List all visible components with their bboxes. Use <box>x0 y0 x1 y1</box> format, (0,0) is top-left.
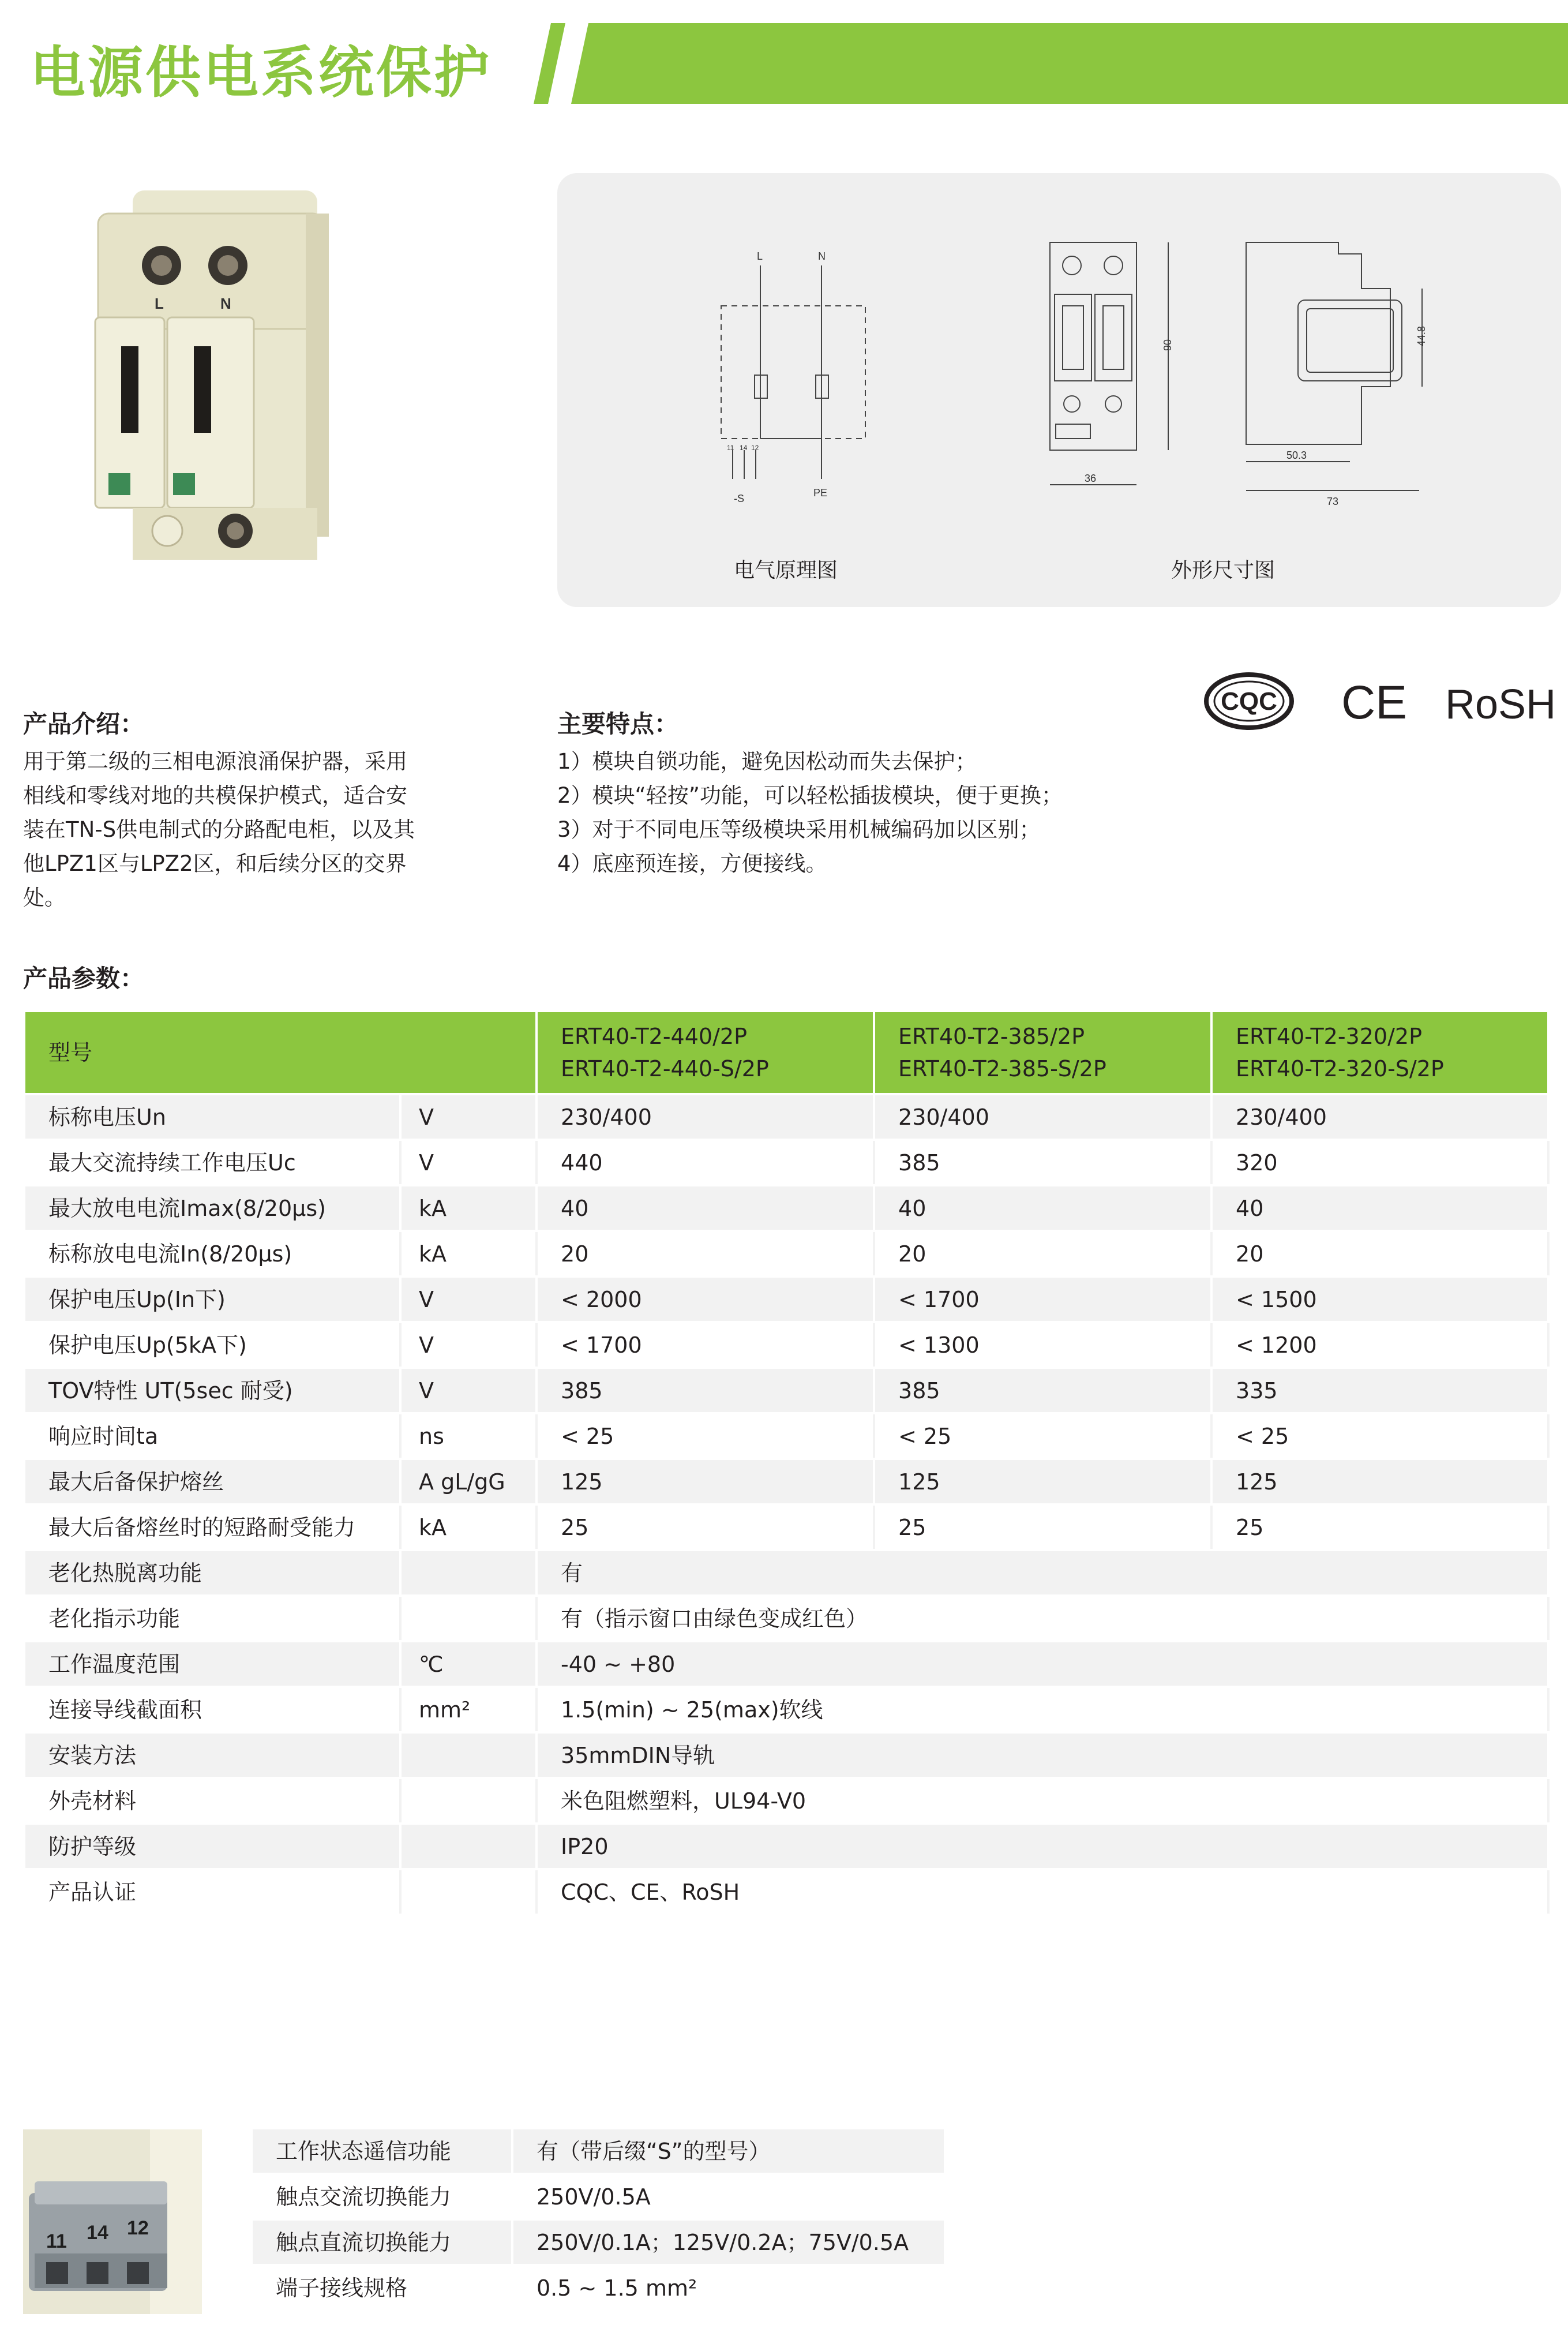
90-label: 90 <box>1162 339 1173 351</box>
param-name: 保护电压Up(5kA下) <box>25 1322 400 1368</box>
param-name: 最大放电电流Imax(8/20μs) <box>25 1185 400 1231</box>
12-label: 12 <box>751 444 759 452</box>
feature-item: 2）模块“轻按”功能，可以轻松插拔模块，便于更换； <box>557 783 1063 808</box>
param-value: 有（指示窗口由绿色变成红色） <box>537 1596 1548 1641</box>
intro-line: 相线和零线对地的共模保护模式，适合安 <box>23 783 407 808</box>
params-header-row <box>25 1012 1548 1094</box>
param-name: 产品认证 <box>25 1869 400 1915</box>
param-name: 标称电压Un <box>25 1094 400 1140</box>
param-unit: V <box>400 1094 537 1140</box>
param-row <box>25 1550 1548 1596</box>
terminal-block-photo <box>23 2129 202 2314</box>
signal-value: 250V/0.5A <box>512 2174 945 2219</box>
param-name: 外壳材料 <box>25 1778 400 1824</box>
certification-logos <box>1203 667 1561 736</box>
model-name: ERT40-T2-320/2P <box>1236 1024 1422 1049</box>
feature-item: 1）模块自锁功能，避免因松动而失去保护； <box>557 749 977 774</box>
11-label: 11 <box>46 2230 67 2252</box>
param-row <box>25 1368 1548 1413</box>
param-row <box>25 1641 1548 1687</box>
param-value: 1.5(min) ~ 25(max)软线 <box>537 1687 1548 1732</box>
param-value: < 1300 <box>874 1322 1211 1368</box>
param-row <box>25 1778 1548 1824</box>
dimension-diagram-caption: 外形尺寸图 <box>1171 559 1276 582</box>
param-value: 40 <box>874 1185 1211 1231</box>
feature-item: 3）对于不同电压等级模块采用机械编码加以区别； <box>557 817 1041 842</box>
73-label: 73 <box>1327 496 1339 507</box>
intro-text <box>23 744 479 915</box>
param-value: IP20 <box>537 1824 1548 1869</box>
param-unit: kA <box>400 1231 537 1276</box>
param-value: 230/400 <box>874 1094 1211 1140</box>
param-value: 20 <box>537 1231 874 1276</box>
50-label: 50.3 <box>1286 450 1307 461</box>
param-row <box>25 1276 1548 1322</box>
param-value: 385 <box>874 1140 1211 1185</box>
param-value: 40 <box>537 1185 874 1231</box>
param-row <box>25 1732 1548 1778</box>
param-row <box>25 1413 1548 1459</box>
model-name: ERT40-T2-320-S/2P <box>1236 1056 1444 1081</box>
model-header-2 <box>874 1012 1211 1094</box>
cqc-label: CQC <box>1221 687 1277 716</box>
param-value: 385 <box>874 1368 1211 1413</box>
param-unit <box>400 1778 537 1824</box>
terminal-n-label: N <box>220 295 231 312</box>
model-name: ERT40-T2-385-S/2P <box>898 1056 1106 1081</box>
dimension-drawing <box>1027 231 1431 514</box>
param-row <box>25 1824 1548 1869</box>
n-label: N <box>818 250 826 262</box>
param-value: 125 <box>874 1459 1211 1504</box>
param-value: 40 <box>1211 1185 1548 1231</box>
param-unit <box>400 1596 537 1641</box>
param-value: 20 <box>874 1231 1211 1276</box>
signal-row <box>253 2129 945 2174</box>
model-name: ERT40-T2-440-S/2P <box>561 1056 769 1081</box>
features-list <box>557 744 1063 881</box>
param-value: 320 <box>1211 1140 1548 1185</box>
param-unit: V <box>400 1322 537 1368</box>
signal-row <box>253 2219 945 2265</box>
param-value: 25 <box>874 1504 1211 1550</box>
param-value: 385 <box>537 1368 874 1413</box>
electrical-diagram-caption: 电气原理图 <box>734 559 838 582</box>
params-table <box>25 1012 1550 1916</box>
param-value: 335 <box>1211 1368 1548 1413</box>
model-header-label: 型号 <box>25 1012 537 1094</box>
features-heading: 主要特点： <box>557 710 679 738</box>
intro-line: 处。 <box>23 885 66 910</box>
param-value: 25 <box>537 1504 874 1550</box>
14-label: 14 <box>87 2222 108 2244</box>
signal-value: 250V/0.1A；125V/0.2A；75V/0.5A <box>512 2219 945 2265</box>
12-label: 12 <box>127 2217 149 2239</box>
param-name: 最大后备熔丝时的短路耐受能力 <box>25 1504 400 1550</box>
param-value: 125 <box>537 1459 874 1504</box>
param-unit <box>400 1824 537 1869</box>
feature-item: 4）底座预连接，方便接线。 <box>557 851 827 876</box>
param-value: 230/400 <box>1211 1094 1548 1140</box>
param-name: 工作温度范围 <box>25 1641 400 1687</box>
param-unit <box>400 1550 537 1596</box>
param-unit: V <box>400 1368 537 1413</box>
param-row <box>25 1596 1548 1641</box>
param-value: 35mmDIN导轨 <box>537 1732 1548 1778</box>
signal-row <box>253 2265 945 2311</box>
param-value: < 1700 <box>874 1276 1211 1322</box>
param-value: 有 <box>537 1550 1548 1596</box>
param-value: 125 <box>1211 1459 1548 1504</box>
param-name: 最大后备保护熔丝 <box>25 1459 400 1504</box>
signal-table <box>253 2129 946 2312</box>
param-name: 连接导线截面积 <box>25 1687 400 1732</box>
page-title: 电源供电系统保护 <box>30 40 492 105</box>
param-value: < 25 <box>1211 1413 1548 1459</box>
param-row <box>25 1094 1548 1140</box>
param-value: 25 <box>1211 1504 1548 1550</box>
intro-line: 用于第二级的三相电源浪涌保护器，采用 <box>23 749 407 774</box>
param-row <box>25 1140 1548 1185</box>
param-value: < 1200 <box>1211 1322 1548 1368</box>
param-name: 保护电压Up(In下) <box>25 1276 400 1322</box>
param-row <box>25 1322 1548 1368</box>
signal-value: 0.5 ~ 1.5 mm² <box>512 2265 945 2311</box>
param-value: 440 <box>537 1140 874 1185</box>
param-value: < 1500 <box>1211 1276 1548 1322</box>
param-name: 老化热脱离功能 <box>25 1550 400 1596</box>
param-value: < 25 <box>874 1413 1211 1459</box>
signal-name: 端子接线规格 <box>253 2265 512 2311</box>
param-name: 标称放电电流In(8/20μs) <box>25 1231 400 1276</box>
model-header-1 <box>537 1012 874 1094</box>
param-value: 20 <box>1211 1231 1548 1276</box>
params-heading: 产品参数： <box>23 964 145 993</box>
param-value: < 1700 <box>537 1322 874 1368</box>
signal-name: 工作状态遥信功能 <box>253 2129 512 2174</box>
s-label: -S <box>734 493 744 504</box>
product-photo <box>87 190 352 560</box>
param-name: 最大交流持续工作电压Uc <box>25 1140 400 1185</box>
intro-line: 他LPZ1区与LPZ2区，和后续分区的交界 <box>23 851 407 876</box>
param-value: -40 ~ +80 <box>537 1641 1548 1687</box>
param-name: 响应时间ta <box>25 1413 400 1459</box>
signal-name: 触点直流切换能力 <box>253 2219 512 2265</box>
param-unit: kA <box>400 1504 537 1550</box>
param-row <box>25 1231 1548 1276</box>
param-unit: V <box>400 1276 537 1322</box>
cqc-logo <box>1206 675 1292 728</box>
ce-logo: CE <box>1341 676 1407 729</box>
intro-heading: 产品介绍： <box>23 710 145 738</box>
param-value: 230/400 <box>537 1094 874 1140</box>
param-unit <box>400 1869 537 1915</box>
param-unit: A gL/gG <box>400 1459 537 1504</box>
rosh-logo: RoSH <box>1445 682 1556 728</box>
param-row <box>25 1459 1548 1504</box>
param-value: CQC、CE、RoSH <box>537 1869 1548 1915</box>
param-unit: mm² <box>400 1687 537 1732</box>
signal-value: 有（带后缀“S”的型号） <box>512 2129 945 2174</box>
terminal-l-label: L <box>155 295 164 312</box>
electrical-diagram <box>710 242 883 508</box>
param-unit: kA <box>400 1185 537 1231</box>
param-name: 防护等级 <box>25 1824 400 1869</box>
param-row <box>25 1869 1548 1915</box>
14-label: 14 <box>740 444 748 452</box>
param-name: TOV特性 UT(5sec 耐受) <box>25 1368 400 1413</box>
11-label: 11 <box>727 444 734 452</box>
param-unit <box>400 1732 537 1778</box>
signal-row <box>253 2174 945 2219</box>
param-unit: ℃ <box>400 1641 537 1687</box>
param-value: < 2000 <box>537 1276 874 1322</box>
model-header-3 <box>1211 1012 1548 1094</box>
36-label: 36 <box>1085 473 1097 484</box>
param-unit: ns <box>400 1413 537 1459</box>
param-name: 安装方法 <box>25 1732 400 1778</box>
l-label: L <box>757 250 763 262</box>
param-row <box>25 1687 1548 1732</box>
param-name: 老化指示功能 <box>25 1596 400 1641</box>
param-value: 米色阻燃塑料，UL94-V0 <box>537 1778 1548 1824</box>
pe-label: PE <box>813 487 828 499</box>
model-name: ERT40-T2-385/2P <box>898 1024 1085 1049</box>
param-unit: V <box>400 1140 537 1185</box>
model-name: ERT40-T2-440/2P <box>561 1024 747 1049</box>
signal-name: 触点交流切换能力 <box>253 2174 512 2219</box>
intro-line: 装在TN-S供电制式的分路配电柜，以及其 <box>23 817 415 842</box>
448-label: 44.8 <box>1416 325 1427 346</box>
param-row <box>25 1185 1548 1231</box>
param-row <box>25 1504 1548 1550</box>
param-value: < 25 <box>537 1413 874 1459</box>
